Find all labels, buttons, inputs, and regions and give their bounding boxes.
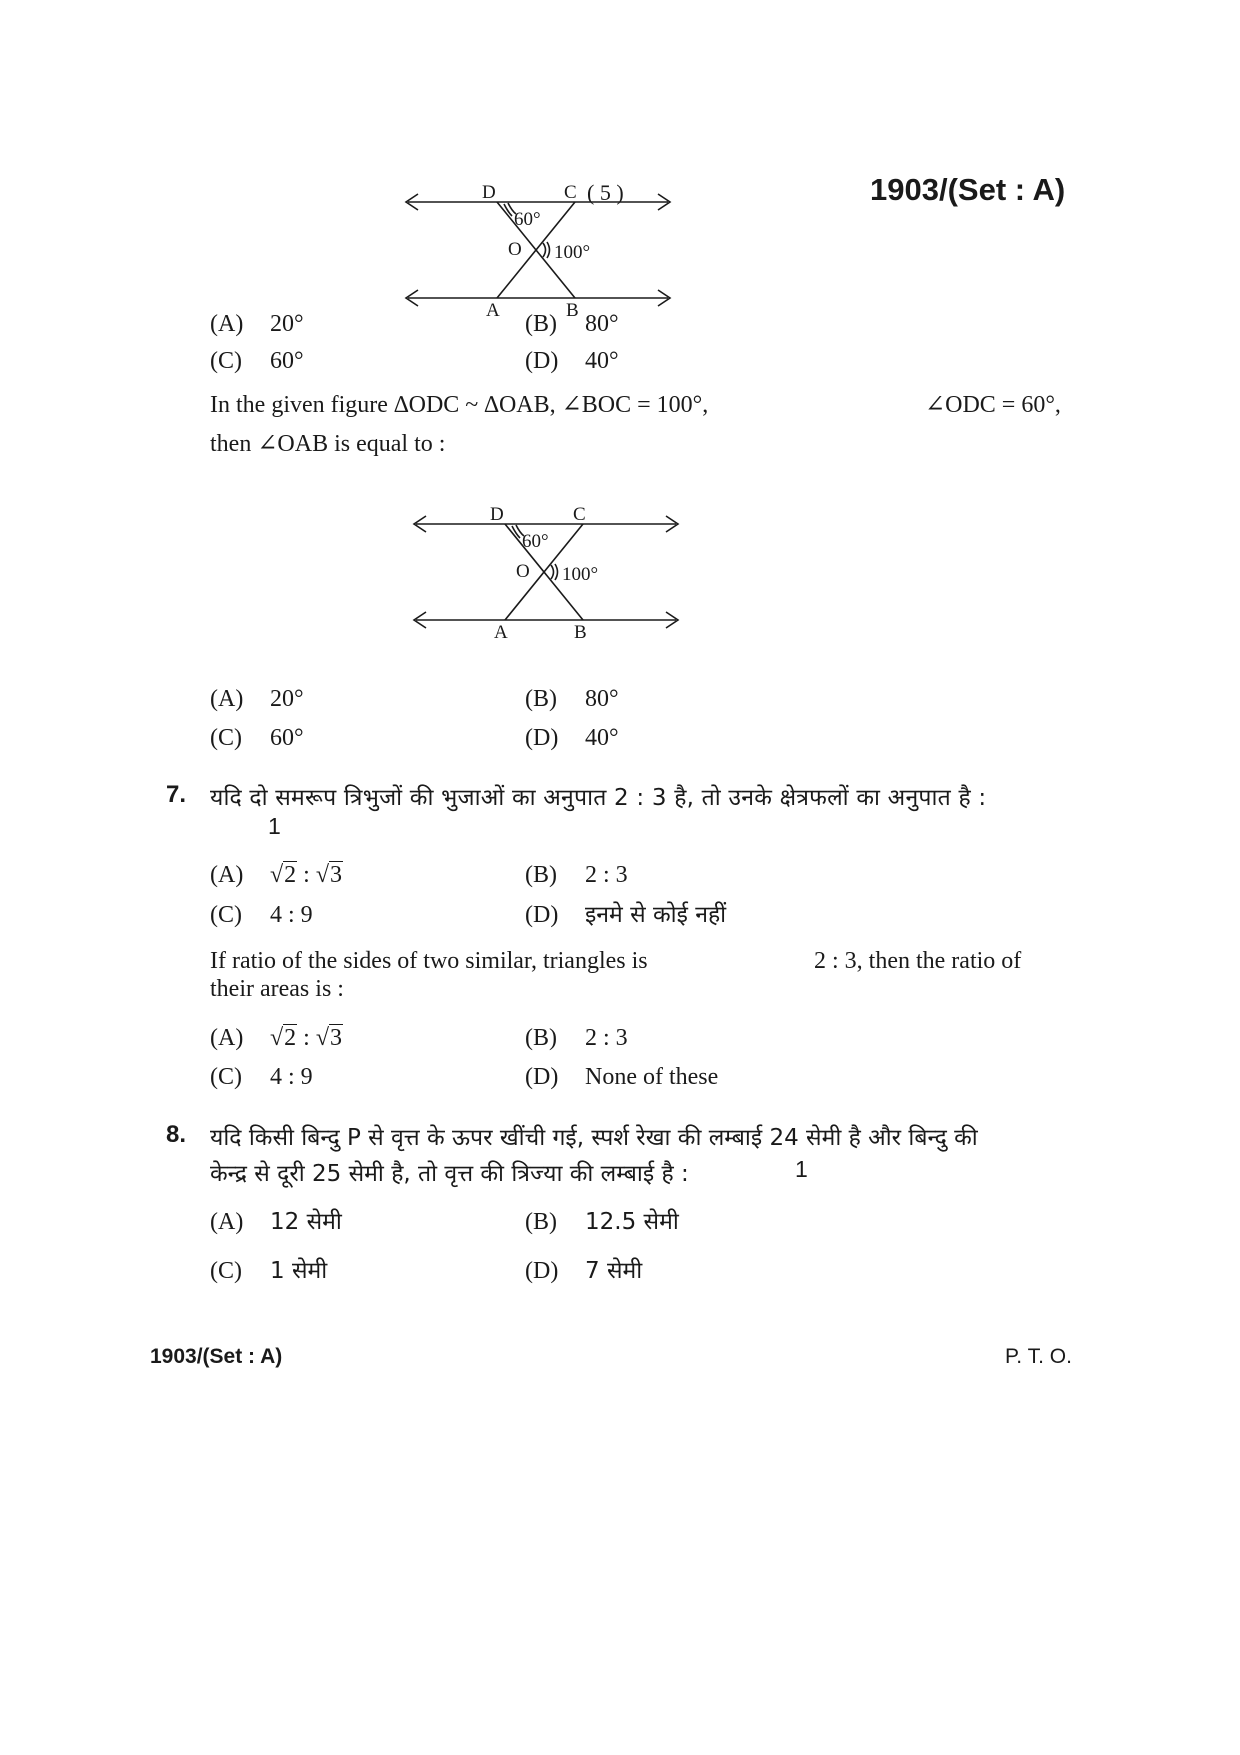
footer-pto: P. T. O. (1005, 1345, 1072, 1368)
q6-english-line1: In the given figure ∆ODC ~ ∆OAB, ∠BOC = 100°, (210, 392, 709, 418)
option-b[interactable]: (B) 80° (525, 686, 619, 712)
option-b[interactable]: (B) 80° (525, 311, 619, 337)
angle-arc-o (543, 243, 546, 257)
label-a: A (486, 300, 500, 320)
option-c[interactable]: (C) 1 सेमी (210, 1258, 328, 1284)
geometry-figure-top (400, 180, 690, 320)
option-d[interactable]: (D) 40° (525, 348, 619, 374)
option-c[interactable]: (C) 4 : 9 (210, 902, 313, 928)
option-a[interactable]: (A) 12 सेमी (210, 1209, 342, 1235)
q7-marks: 1 (268, 813, 281, 839)
option-c[interactable]: (C) 4 : 9 (210, 1064, 313, 1090)
angle-arc-o (551, 565, 554, 579)
sqrt-ratio: √2 : √3 (270, 862, 343, 888)
angle-arc-o2 (547, 242, 550, 258)
question-number-8: 8. (166, 1121, 187, 1148)
q8-hindi-line1: यदि किसी बिन्दु P से वृत्त के ऊपर खींची गई, स्पर्श रेखा की लम्बाई 24 सेमी है और बिन्दु की (210, 1125, 978, 1151)
label-d: D (490, 504, 504, 525)
label-c: C (573, 504, 586, 525)
label-b: B (574, 622, 587, 642)
label-b: B (566, 300, 579, 320)
sqrt-ratio: √2 : √3 (270, 1025, 343, 1051)
angle-arc-d (512, 526, 520, 538)
angle-arc-o2 (555, 564, 558, 580)
option-d[interactable]: (D) इनमे से कोई नहीं (525, 902, 727, 928)
q8-marks: 1 (795, 1156, 808, 1182)
q7-english-line2: their areas is : (210, 976, 344, 1002)
option-a[interactable]: (A) √2 : √3 (210, 862, 343, 888)
question-number-7: 7. (166, 781, 187, 808)
q7-english-line1: If ratio of the sides of two similar, triangles is (210, 948, 648, 974)
option-d[interactable]: (D) 40° (525, 725, 619, 751)
option-b[interactable]: (B) 12.5 सेमी (525, 1209, 679, 1235)
option-d[interactable]: (D) 7 सेमी (525, 1258, 643, 1284)
paper-code-header: 1903/(Set : A) (870, 172, 1066, 207)
label-o: O (508, 239, 522, 260)
geometry-figure-bottom (408, 502, 698, 642)
label-d: D (482, 182, 496, 203)
angle-60-label: 60° (514, 209, 541, 230)
option-b[interactable]: (B) 2 : 3 (525, 1025, 628, 1051)
option-d[interactable]: (D) None of these (525, 1064, 719, 1090)
q6-english-line2: then ∠OAB is equal to : (210, 431, 446, 457)
option-c[interactable]: (C) 60° (210, 348, 304, 374)
option-a[interactable]: (A) √2 : √3 (210, 1025, 343, 1051)
q8-hindi-line2: केन्द्र से दूरी 25 सेमी है, तो वृत्त की त्रिज्या की लम्बाई है : (210, 1161, 689, 1187)
angle-60-label: 60° (522, 531, 549, 552)
option-b[interactable]: (B) 2 : 3 (525, 862, 628, 888)
page-number: ( 5 ) (587, 180, 624, 205)
label-a: A (494, 622, 508, 642)
angle-100-label: 100° (562, 564, 599, 585)
option-a[interactable]: (A) 20° (210, 311, 304, 337)
angle-100-label: 100° (554, 242, 591, 263)
angle-arc-d (504, 204, 512, 216)
q7-hindi-text: यदि दो समरूप त्रिभुजों की भुजाओं का अनुपात 2 : 3 है, तो उनके क्षेत्रफलों का अनुपात है : (210, 785, 987, 811)
footer-paper-code: 1903/(Set : A) (150, 1345, 283, 1368)
label-o: O (516, 561, 530, 582)
option-c[interactable]: (C) 60° (210, 725, 304, 751)
label-c: C (564, 182, 577, 203)
q7-english-line1-right: 2 : 3, then the ratio of (814, 948, 1022, 974)
option-a[interactable]: (A) 20° (210, 686, 304, 712)
q6-english-line1-right: ∠ODC = 60°, (925, 392, 1061, 418)
